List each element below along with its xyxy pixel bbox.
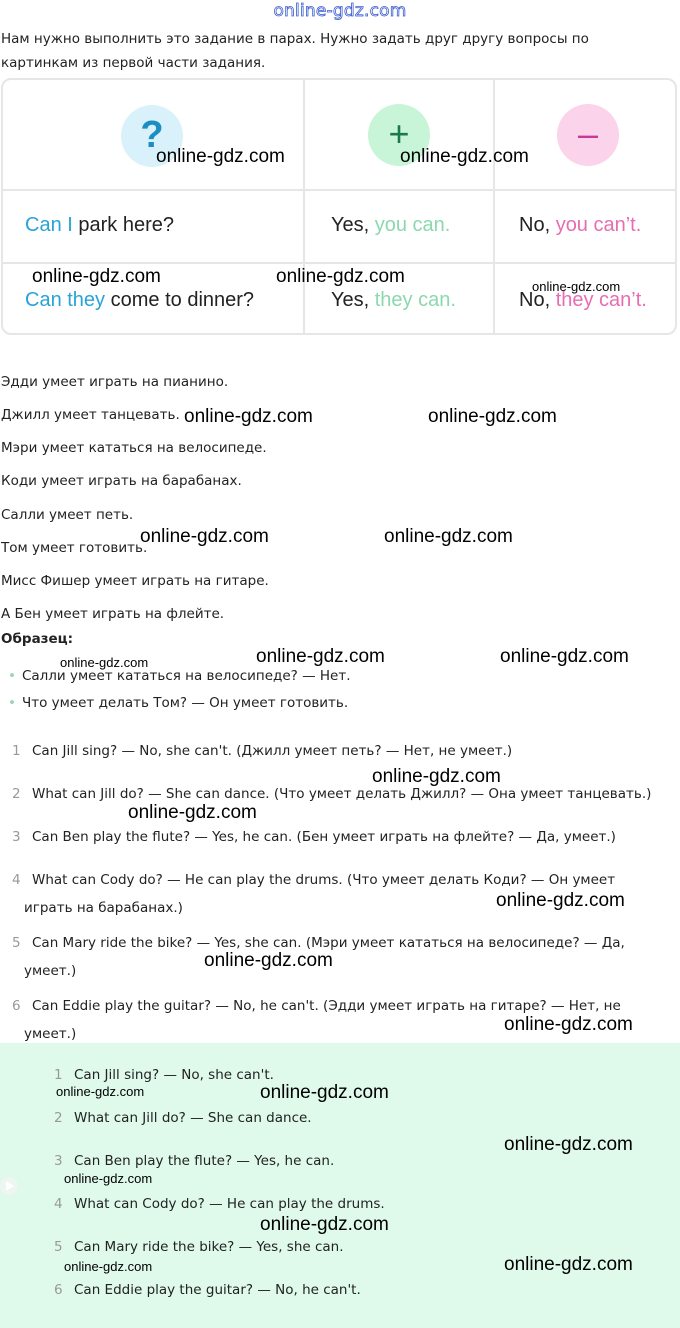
answer-line: играть на барабанах.) xyxy=(24,900,183,916)
answer-number: 6 xyxy=(12,998,21,1014)
watermark: online-gdz.com xyxy=(140,526,269,547)
table-divider xyxy=(3,189,675,191)
answer-line: Can Ben play the flute? — Yes, he can. (Бен умеет играть на флейте? — Да, умеет.) xyxy=(32,829,616,845)
minus-icon: – xyxy=(557,104,619,166)
row2-question-highlight: Can they xyxy=(25,289,106,311)
short-answer-number: 3 xyxy=(54,1153,63,1169)
sample-item-text: Салли умеет кататься на велосипеде? — Нет. xyxy=(21,668,351,684)
watermark: online-gdz.com xyxy=(428,406,557,427)
bullet-icon: • xyxy=(8,668,16,684)
table-divider xyxy=(3,262,675,264)
watermark: online-gdz.com xyxy=(60,655,149,670)
watermark: online-gdz.com xyxy=(276,266,405,287)
answer-line: умеет.) xyxy=(24,963,77,979)
watermark: online-gdz.com xyxy=(384,526,513,547)
watermark: online-gdz.com xyxy=(504,1014,633,1035)
sample-item xyxy=(8,695,348,711)
short-answer: What can Cody do? — He can play the drums. xyxy=(74,1196,385,1212)
watermark: online-gdz.com xyxy=(64,1259,153,1274)
row1-yes xyxy=(331,214,450,237)
statement: Джилл умеет танцевать. xyxy=(1,407,180,423)
answer-line: Can Jill sing? — No, she can't. (Джилл умеет петь? — Нет, не умеет.) xyxy=(32,743,513,759)
answer-line: умеет.) xyxy=(24,1026,77,1042)
row1-question-rest: park here? xyxy=(72,214,174,236)
watermark: online-gdz.com xyxy=(372,766,501,787)
row1-no-prefix: No, xyxy=(519,214,556,236)
answer-number: 4 xyxy=(12,872,21,888)
site-title[interactable]: online-gdz.com xyxy=(273,1,407,21)
short-answer: Can Mary ride the bike? — Yes, she can. xyxy=(74,1239,344,1255)
watermark: online-gdz.com xyxy=(128,802,257,823)
short-answer-number: 2 xyxy=(54,1110,63,1126)
answer-number: 2 xyxy=(12,786,21,802)
watermark: online-gdz.com xyxy=(32,266,161,287)
row2-yes-colored: they can. xyxy=(374,289,456,311)
phrase-table xyxy=(1,78,677,335)
short-answer-number: 5 xyxy=(54,1239,63,1255)
play-icon[interactable] xyxy=(0,1177,18,1195)
row1-no-colored: you can’t. xyxy=(555,214,642,236)
watermark: online-gdz.com xyxy=(504,1134,633,1155)
row2-yes xyxy=(331,289,456,312)
sample-item xyxy=(8,668,351,684)
intro-line-1: Нам нужно выполнить это задание в парах. Нужно задать друг другу вопросы по xyxy=(1,31,589,47)
intro-line-2: картинкам из первой части задания. xyxy=(1,55,266,71)
row2-question-rest: come to dinner? xyxy=(105,289,255,311)
table-divider xyxy=(493,80,495,333)
question-icon: ? xyxy=(121,105,183,167)
statement: Салли умеет петь. xyxy=(1,507,134,523)
answer-line: What can Jill do? — She can dance. (Что умеет делать Джилл? — Она умеет танцевать.) xyxy=(32,786,652,802)
statement: Мисс Фишер умеет играть на гитаре. xyxy=(1,573,269,589)
row1-yes-colored: you can. xyxy=(374,214,451,236)
statement: Мэри умеет кататься на велосипеде. xyxy=(1,440,267,456)
sample-item-text: Что умеет делать Том? — Он умеет готовить. xyxy=(21,695,349,711)
watermark: online-gdz.com xyxy=(532,279,621,294)
watermark: online-gdz.com xyxy=(260,1214,389,1235)
watermark: online-gdz.com xyxy=(204,950,333,971)
watermark: online-gdz.com xyxy=(256,646,385,667)
answer-line: Can Mary ride the bike? — Yes, she can. (Мэри умеет кататься на велосипеде? — Да, xyxy=(32,935,625,951)
short-answer: What can Jill do? — She can dance. xyxy=(74,1110,312,1126)
watermark: online-gdz.com xyxy=(184,406,313,427)
short-answer-number: 1 xyxy=(54,1067,63,1083)
watermark: online-gdz.com xyxy=(56,1084,145,1099)
short-answer: Can Eddie play the guitar? — No, he can't. xyxy=(74,1282,361,1298)
row1-question xyxy=(25,214,174,237)
bullet-icon: • xyxy=(8,695,16,711)
row1-no xyxy=(519,214,641,237)
row2-yes-prefix: Yes, xyxy=(331,289,375,311)
watermark: online-gdz.com xyxy=(496,890,625,911)
short-answer-number: 6 xyxy=(54,1282,63,1298)
answer-number: 5 xyxy=(12,935,21,951)
statement: Том умеет готовить. xyxy=(1,540,148,556)
row2-question xyxy=(25,289,254,312)
sample-label: Образец: xyxy=(1,631,74,647)
row2-no-colored: they can’t. xyxy=(555,289,647,311)
row2-no-prefix: No, xyxy=(519,289,556,311)
answer-line: What can Cody do? — He can play the drums. (Что умеет делать Коди? — Он умеет xyxy=(32,872,616,888)
statement: Эдди умеет играть на пианино. xyxy=(1,374,229,390)
watermark: online-gdz.com xyxy=(156,146,285,167)
watermark: online-gdz.com xyxy=(400,146,529,167)
short-answer: Can Jill sing? — No, she can't. xyxy=(74,1067,274,1083)
short-answer-number: 4 xyxy=(54,1196,63,1212)
table-divider xyxy=(303,80,305,333)
answer-line: Can Eddie play the guitar? — No, he can't. (Эдди умеет играть на гитаре? — Нет, не xyxy=(32,998,621,1014)
answer-number: 3 xyxy=(12,829,21,845)
answer-number: 1 xyxy=(12,743,21,759)
watermark: online-gdz.com xyxy=(504,1254,633,1275)
statement: А Бен умеет играть на флейте. xyxy=(1,606,225,622)
statement: Коди умеет играть на барабанах. xyxy=(1,473,242,489)
watermark: online-gdz.com xyxy=(260,1082,389,1103)
row1-yes-prefix: Yes, xyxy=(331,214,375,236)
watermark: online-gdz.com xyxy=(64,1171,153,1186)
watermark: online-gdz.com xyxy=(500,646,629,667)
plus-icon: + xyxy=(368,104,430,166)
short-answer: Can Ben play the flute? — Yes, he can. xyxy=(74,1153,335,1169)
row1-question-highlight: Can I xyxy=(25,214,73,236)
